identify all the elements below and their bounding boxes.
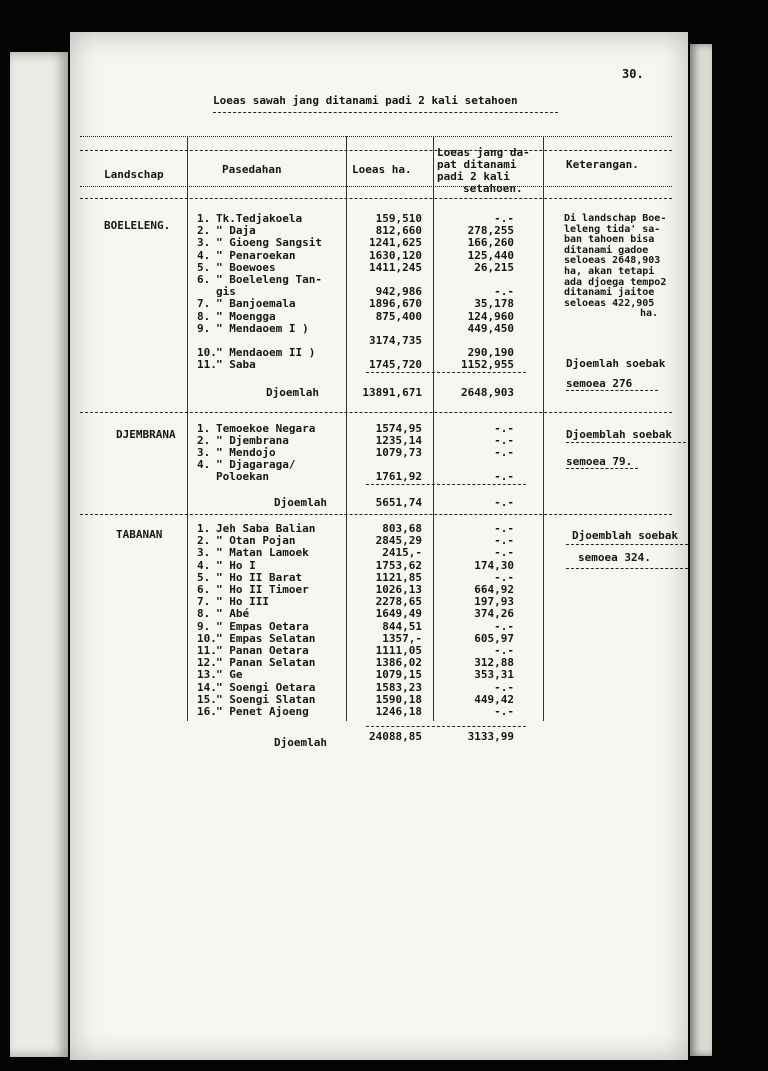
row-loeas: 1574,95 (375, 422, 422, 435)
header-pasedahan: Pasedahan (222, 163, 282, 176)
row-pasedahan: " Mendaoem I ) (216, 321, 309, 335)
row-number: 9. (197, 321, 211, 335)
row-loeas2: -.- (494, 546, 514, 560)
row-pasedahan: " Banjoemala (216, 297, 296, 311)
row-number: 8. (197, 607, 211, 621)
row-pasedahan: Jeh Saba Balian (216, 522, 316, 535)
row-number: 2. (197, 224, 211, 238)
row-pasedahan: " Ho II Timoer (216, 583, 309, 596)
row-loeas: 1761,92 (375, 470, 422, 483)
row-pasedahan: " Moengga (216, 309, 276, 323)
divider-1 (187, 136, 188, 721)
djembrana-note-underline1 (566, 442, 686, 443)
row-loeas: 875,400 (375, 309, 422, 323)
tabanan-total-rule (366, 726, 526, 727)
note-line: seloeas 2648,903 (564, 255, 661, 267)
section-djembrana: DJEMBRANA (116, 428, 176, 441)
row-number: 12. (197, 656, 217, 670)
row-pasedahan: " Daja (216, 224, 256, 238)
row-loeas2: -.- (494, 534, 514, 548)
row-pasedahan: Tk.Tedjakoela (216, 212, 303, 225)
row-loeas2: 166,260 (467, 236, 514, 250)
note-line: ha. (640, 308, 659, 320)
row-loeas: 1583,23 (375, 680, 422, 694)
header-loeas2-line3: padi 2 kali (437, 170, 510, 183)
note-line: Di landschap Boe- (564, 213, 667, 224)
row-loeas: 1386,02 (375, 656, 422, 670)
row-loeas2: 124,960 (467, 309, 514, 323)
djembrana-total-rule (366, 484, 526, 485)
row-pasedahan: " Ho III (216, 595, 269, 609)
row-loeas2: -.- (494, 705, 514, 718)
row-number: 8. (197, 309, 211, 323)
row-pasedahan: " Djagaraga/ (216, 458, 296, 471)
note-line: ha, akan tetapi (564, 266, 655, 277)
row-pasedahan: " Saba (216, 358, 256, 372)
row-loeas: 1111,05 (375, 644, 422, 657)
row-number: 10. (197, 631, 217, 645)
row-pasedahan: " Matan Lamoek (216, 546, 309, 560)
djembrana-total-label: Djoemlah (274, 496, 327, 509)
tabanan-total-loeas2: 3133,99 (467, 730, 514, 743)
rule-header-dotted (80, 186, 672, 187)
row-loeas: 1246,18 (375, 705, 422, 718)
section-tabanan: TABANAN (116, 528, 163, 541)
boeleleng-note2-line2: semoea 276 (566, 377, 633, 390)
note-line: ditanami jaitoe (564, 287, 655, 299)
page-number: 30. (622, 67, 644, 81)
tabanan-note-underline2 (566, 568, 688, 569)
row-loeas2: -.- (494, 570, 514, 584)
row-number: 4. (197, 558, 211, 572)
row-number: 1. (197, 422, 211, 435)
row-loeas2: -.- (494, 422, 514, 435)
row-number: 2. (197, 434, 211, 447)
row-loeas: 1357,- (382, 631, 422, 645)
row-loeas: 942,986 (375, 285, 422, 299)
note-line: ditanami gadoe (564, 244, 649, 256)
row-loeas2: -.- (494, 212, 514, 225)
row-loeas2: 125,440 (467, 248, 514, 262)
row-number: 4. (197, 248, 211, 262)
boeleleng-total-loeas: 13891,671 (362, 386, 422, 399)
row-loeas: 1753,62 (375, 558, 422, 572)
rule-header-bottom (80, 198, 672, 199)
boeleleng-total-label: Djoemlah (266, 386, 319, 399)
row-loeas: 1026,13 (375, 583, 422, 596)
row-pasedahan: " Mendaoem II ) (216, 346, 316, 360)
row-loeas: 1745,720 (369, 358, 422, 372)
row-number: 7. (197, 297, 211, 311)
djembrana-note-underline2 (566, 468, 638, 469)
row-loeas2: 312,88 (474, 656, 514, 670)
row-pasedahan: " Panan Selatan (216, 656, 316, 670)
header-loeas2-line4: setahoen. (463, 182, 523, 195)
row-number: 10. (197, 346, 217, 360)
row-number: 14. (197, 680, 217, 694)
row-number: 3. (197, 546, 211, 560)
row-loeas2: 197,93 (474, 595, 514, 609)
rule-top-dotted (80, 136, 672, 137)
row-loeas: 1235,14 (375, 434, 422, 447)
boeleleng-total-loeas2: 2648,903 (461, 386, 514, 399)
tabanan-total-loeas: 24088,85 (369, 730, 422, 743)
row-loeas: 2415,- (382, 546, 422, 560)
row-loeas2: -.- (494, 522, 514, 535)
row-pasedahan: " Soengi Oetara (216, 680, 316, 694)
row-number: 13. (197, 668, 217, 682)
row-number: 15. (197, 692, 217, 706)
row-loeas2: -.- (494, 619, 514, 633)
row-loeas2: 605,97 (474, 631, 514, 645)
djembrana-total-loeas2: -.- (494, 496, 514, 509)
right-page-edge (690, 44, 712, 1056)
boeleleng-bottom-rule (80, 412, 672, 413)
row-loeas: 844,51 (382, 619, 422, 633)
header-loeas2-line2: pat ditanami (437, 158, 517, 171)
row-number: 5. (197, 260, 211, 274)
row-number: 5. (197, 570, 211, 584)
row-pasedahan: " Mendojo (216, 446, 276, 459)
row-pasedahan: " Ge (216, 668, 243, 682)
row-number: 6. (197, 583, 211, 596)
row-loeas: 1079,73 (375, 446, 422, 459)
row-loeas: 1649,49 (375, 607, 422, 621)
row-pasedahan: " Empas Selatan (216, 631, 316, 645)
row-pasedahan: " Abé (216, 607, 250, 621)
boeleleng-note2-line1: Djoemlah soebak (566, 357, 666, 370)
row-loeas: 159,510 (375, 212, 422, 225)
header-landschap: Landschap (104, 168, 164, 181)
boeleleng-total-rule (366, 372, 526, 373)
row-pasedahan: " Penaroekan (216, 248, 296, 262)
row-pasedahan: " Panan Oetara (216, 644, 309, 657)
rule-top (80, 150, 672, 151)
row-loeas2: 35,178 (474, 297, 514, 311)
row-loeas2: -.- (494, 434, 514, 447)
row-loeas2: 26,215 (474, 260, 514, 274)
row-loeas: 1241,625 (369, 236, 422, 250)
row-pasedahan: " Otan Pojan (216, 534, 296, 548)
row-number: 2. (197, 534, 211, 548)
djembrana-note-line1: Djoemblah soebak (566, 428, 672, 441)
djembrana-total-loeas: 5651,74 (375, 496, 422, 509)
section-boeleleng: BOELELENG. (104, 219, 171, 232)
divider-4 (543, 136, 544, 721)
row-loeas: 1411,245 (369, 260, 422, 274)
title-underline (213, 112, 558, 113)
row-number: 11. (197, 644, 217, 657)
row-loeas: 2278,65 (375, 595, 422, 609)
tabanan-note-line1: Djoemblah soebak (572, 529, 678, 542)
row-loeas: 1896,670 (369, 297, 422, 311)
note-line: seloeas 422,905 (564, 297, 655, 309)
row-number: 4. (197, 458, 211, 471)
row-loeas: 812,660 (375, 224, 422, 238)
tabanan-note-line2: semoea 324. (578, 551, 651, 564)
row-loeas2: -.- (494, 446, 514, 459)
row-number: 1. (197, 212, 211, 225)
row-number: 11. (197, 358, 217, 372)
note-line: ada djoega tempo2 (564, 276, 667, 288)
row-pasedahan: " Soengi Slatan (216, 692, 316, 706)
row-loeas: 1079,15 (375, 668, 422, 682)
row-number: 1. (197, 522, 211, 535)
djembrana-bottom-rule (80, 514, 672, 515)
djembrana-note-line2: semoea 79. (566, 455, 633, 468)
row-loeas: 1630,120 (369, 248, 422, 262)
row-pasedahan: " Boewoes (216, 260, 276, 274)
row-loeas2: 278,255 (467, 224, 514, 238)
row-number: 9. (197, 619, 211, 633)
row-loeas2: 174,30 (474, 558, 514, 572)
row-loeas2: 1152,955 (461, 358, 514, 372)
row-loeas2: 353,31 (474, 668, 514, 682)
row-loeas2: 664,92 (474, 583, 514, 596)
row-loeas: 1590,18 (375, 692, 422, 706)
row-number: 7. (197, 595, 211, 609)
row-pasedahan: gis (216, 285, 236, 299)
row-loeas2: -.- (494, 680, 514, 694)
row-loeas2: 449,42 (474, 692, 514, 706)
row-number: 6. (197, 273, 211, 286)
row-pasedahan: " Boeleleng Tan- (216, 273, 322, 286)
tabanan-note-underline1 (566, 544, 688, 545)
row-number: 16. (197, 705, 217, 718)
row-loeas: 803,68 (382, 522, 422, 535)
row-loeas2: -.- (494, 644, 514, 657)
document-page (70, 32, 688, 1060)
row-loeas2: -.- (494, 285, 514, 299)
header-keterangan: Keterangan. (566, 158, 639, 171)
note-line: ban tahoen bisa (564, 234, 655, 246)
row-loeas: 2845,29 (375, 534, 422, 548)
note-line: leleng tida' sa- (564, 223, 661, 235)
left-page-edge (10, 52, 68, 1057)
row-pasedahan: " Empas Oetara (216, 619, 309, 633)
row-pasedahan: " Penet Ajoeng (216, 705, 309, 718)
tabanan-total-label: Djoemlah (274, 736, 327, 749)
row-loeas2: 374,26 (474, 607, 514, 621)
row-loeas2: 449,450 (467, 321, 514, 335)
page-title: Loeas sawah jang ditanami padi 2 kali setahoen (213, 94, 518, 107)
row-number: 3. (197, 236, 211, 250)
row-loeas2: 290,190 (467, 346, 514, 360)
row-loeas: 1121,85 (375, 570, 422, 584)
row-pasedahan: " Ho II Barat (216, 570, 303, 584)
header-loeas: Loeas ha. (352, 163, 412, 176)
row-pasedahan: Poloekan (216, 470, 269, 483)
row-pasedahan: " Ho I (216, 558, 256, 572)
row-pasedahan: " Gioeng Sangsit (216, 236, 322, 250)
row-loeas: 3174,735 (369, 334, 422, 347)
row-pasedahan: Temoekoe Negara (216, 422, 316, 435)
row-loeas2: -.- (494, 470, 514, 483)
row-number: 3. (197, 446, 211, 459)
row-pasedahan: " Djembrana (216, 434, 289, 447)
boeleleng-note2-underline (566, 390, 658, 391)
header-loeas2-line1: Loeas jang da- (437, 146, 530, 159)
